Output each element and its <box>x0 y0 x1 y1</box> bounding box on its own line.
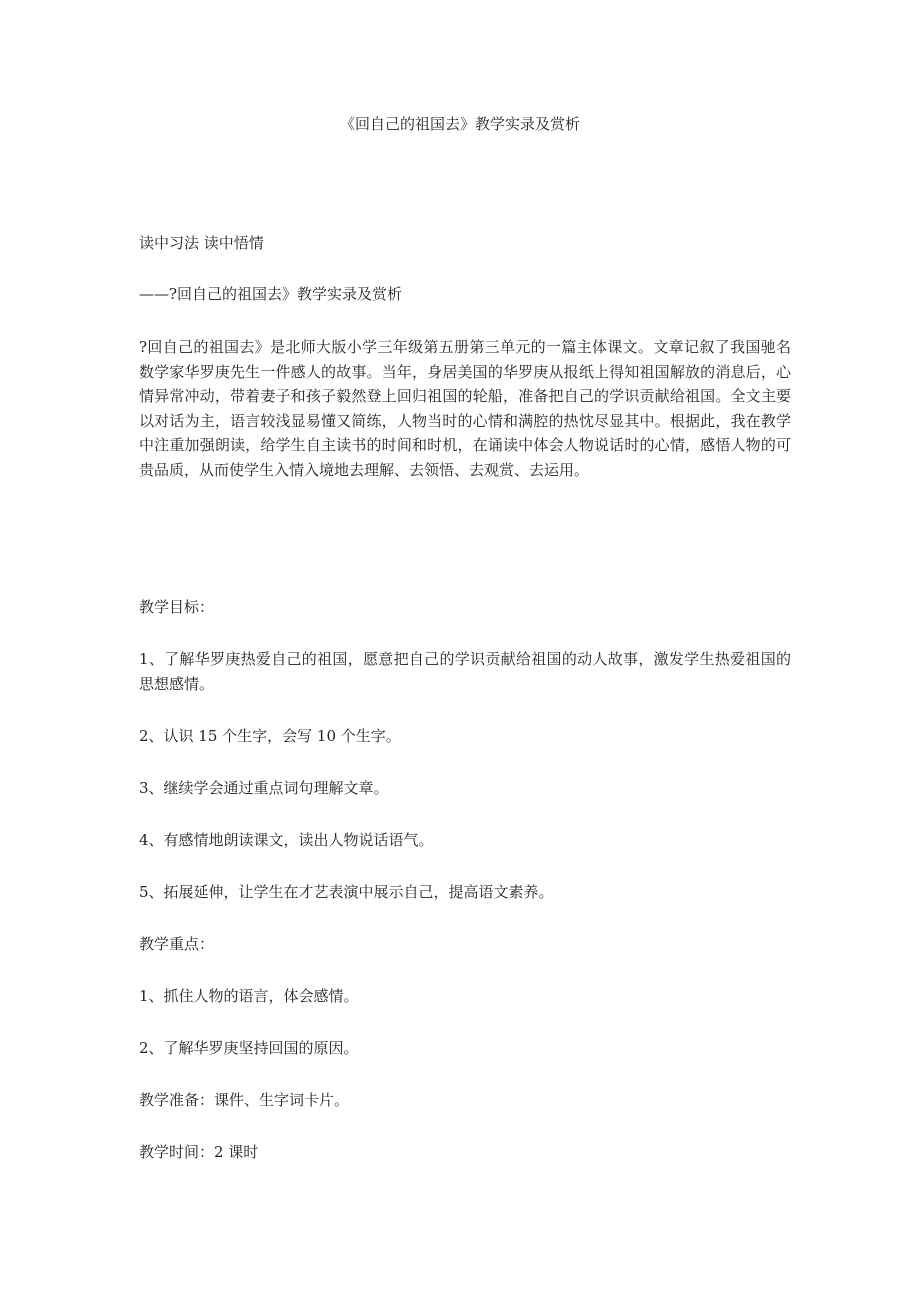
subtitle-reading-method: 读中习法 读中悟情 <box>139 234 264 252</box>
preparation-line: 教学准备：课件、生字词卡片。 <box>139 1091 350 1109</box>
objectives-heading: 教学目标： <box>139 598 215 616</box>
duration-line: 教学时间：2 课时 <box>139 1143 259 1161</box>
subtitle-record: ——?回自己的祖国去》教学实录及赏析 <box>139 285 403 303</box>
document-title: 《回自己的祖国去》教学实录及赏析 <box>339 115 580 133</box>
key-point-item-2: 2、了解华罗庚坚持回国的原因。 <box>139 1039 359 1057</box>
objective-item-4: 4、有感情地朗读课文，读出人物说话语气。 <box>139 831 434 849</box>
objective-item-2: 2、认识 15 个生字，会写 10 个生字。 <box>139 727 401 745</box>
intro-paragraph: ?回自己的祖国去》是北师大版小学三年级第五册第三单元的一篇主体课文。文章记叙了我国驰名数学家华罗庚先生一件感人的故事。当年，身居美国的华罗庚从报纸上得知祖国解放的消息后，心情异常冲动，带着妻子和孩子毅然登上回归祖国的轮船，准备把自己的学识贡献给祖国。全文主要以对话为主，语言较浅显易懂又简练，人物当时的心情和满腔的热忱尽显其中。根据此，我在教学中注重加强朗读，给学生自主读书的时间和时机，在诵读中体会人物说话时的心情，感悟人物的可贵品质，从而使学生入情入境地去理解、去领悟、去观赏、去运用。 <box>139 338 791 479</box>
objective-item-1: 1、了解华罗庚热爱自己的祖国，愿意把自己的学识贡献给祖国的动人故事，激发学生热爱祖国的思想感情。 <box>139 650 791 693</box>
key-point-item-1: 1、抓住人物的语言，体会感情。 <box>139 987 359 1005</box>
objective-item-3: 3、继续学会通过重点词句理解文章。 <box>139 779 389 797</box>
key-points-heading: 教学重点： <box>139 935 215 953</box>
objective-item-5: 5、拓展延伸，让学生在才艺表演中展示自己，提高语文素养。 <box>139 883 554 901</box>
